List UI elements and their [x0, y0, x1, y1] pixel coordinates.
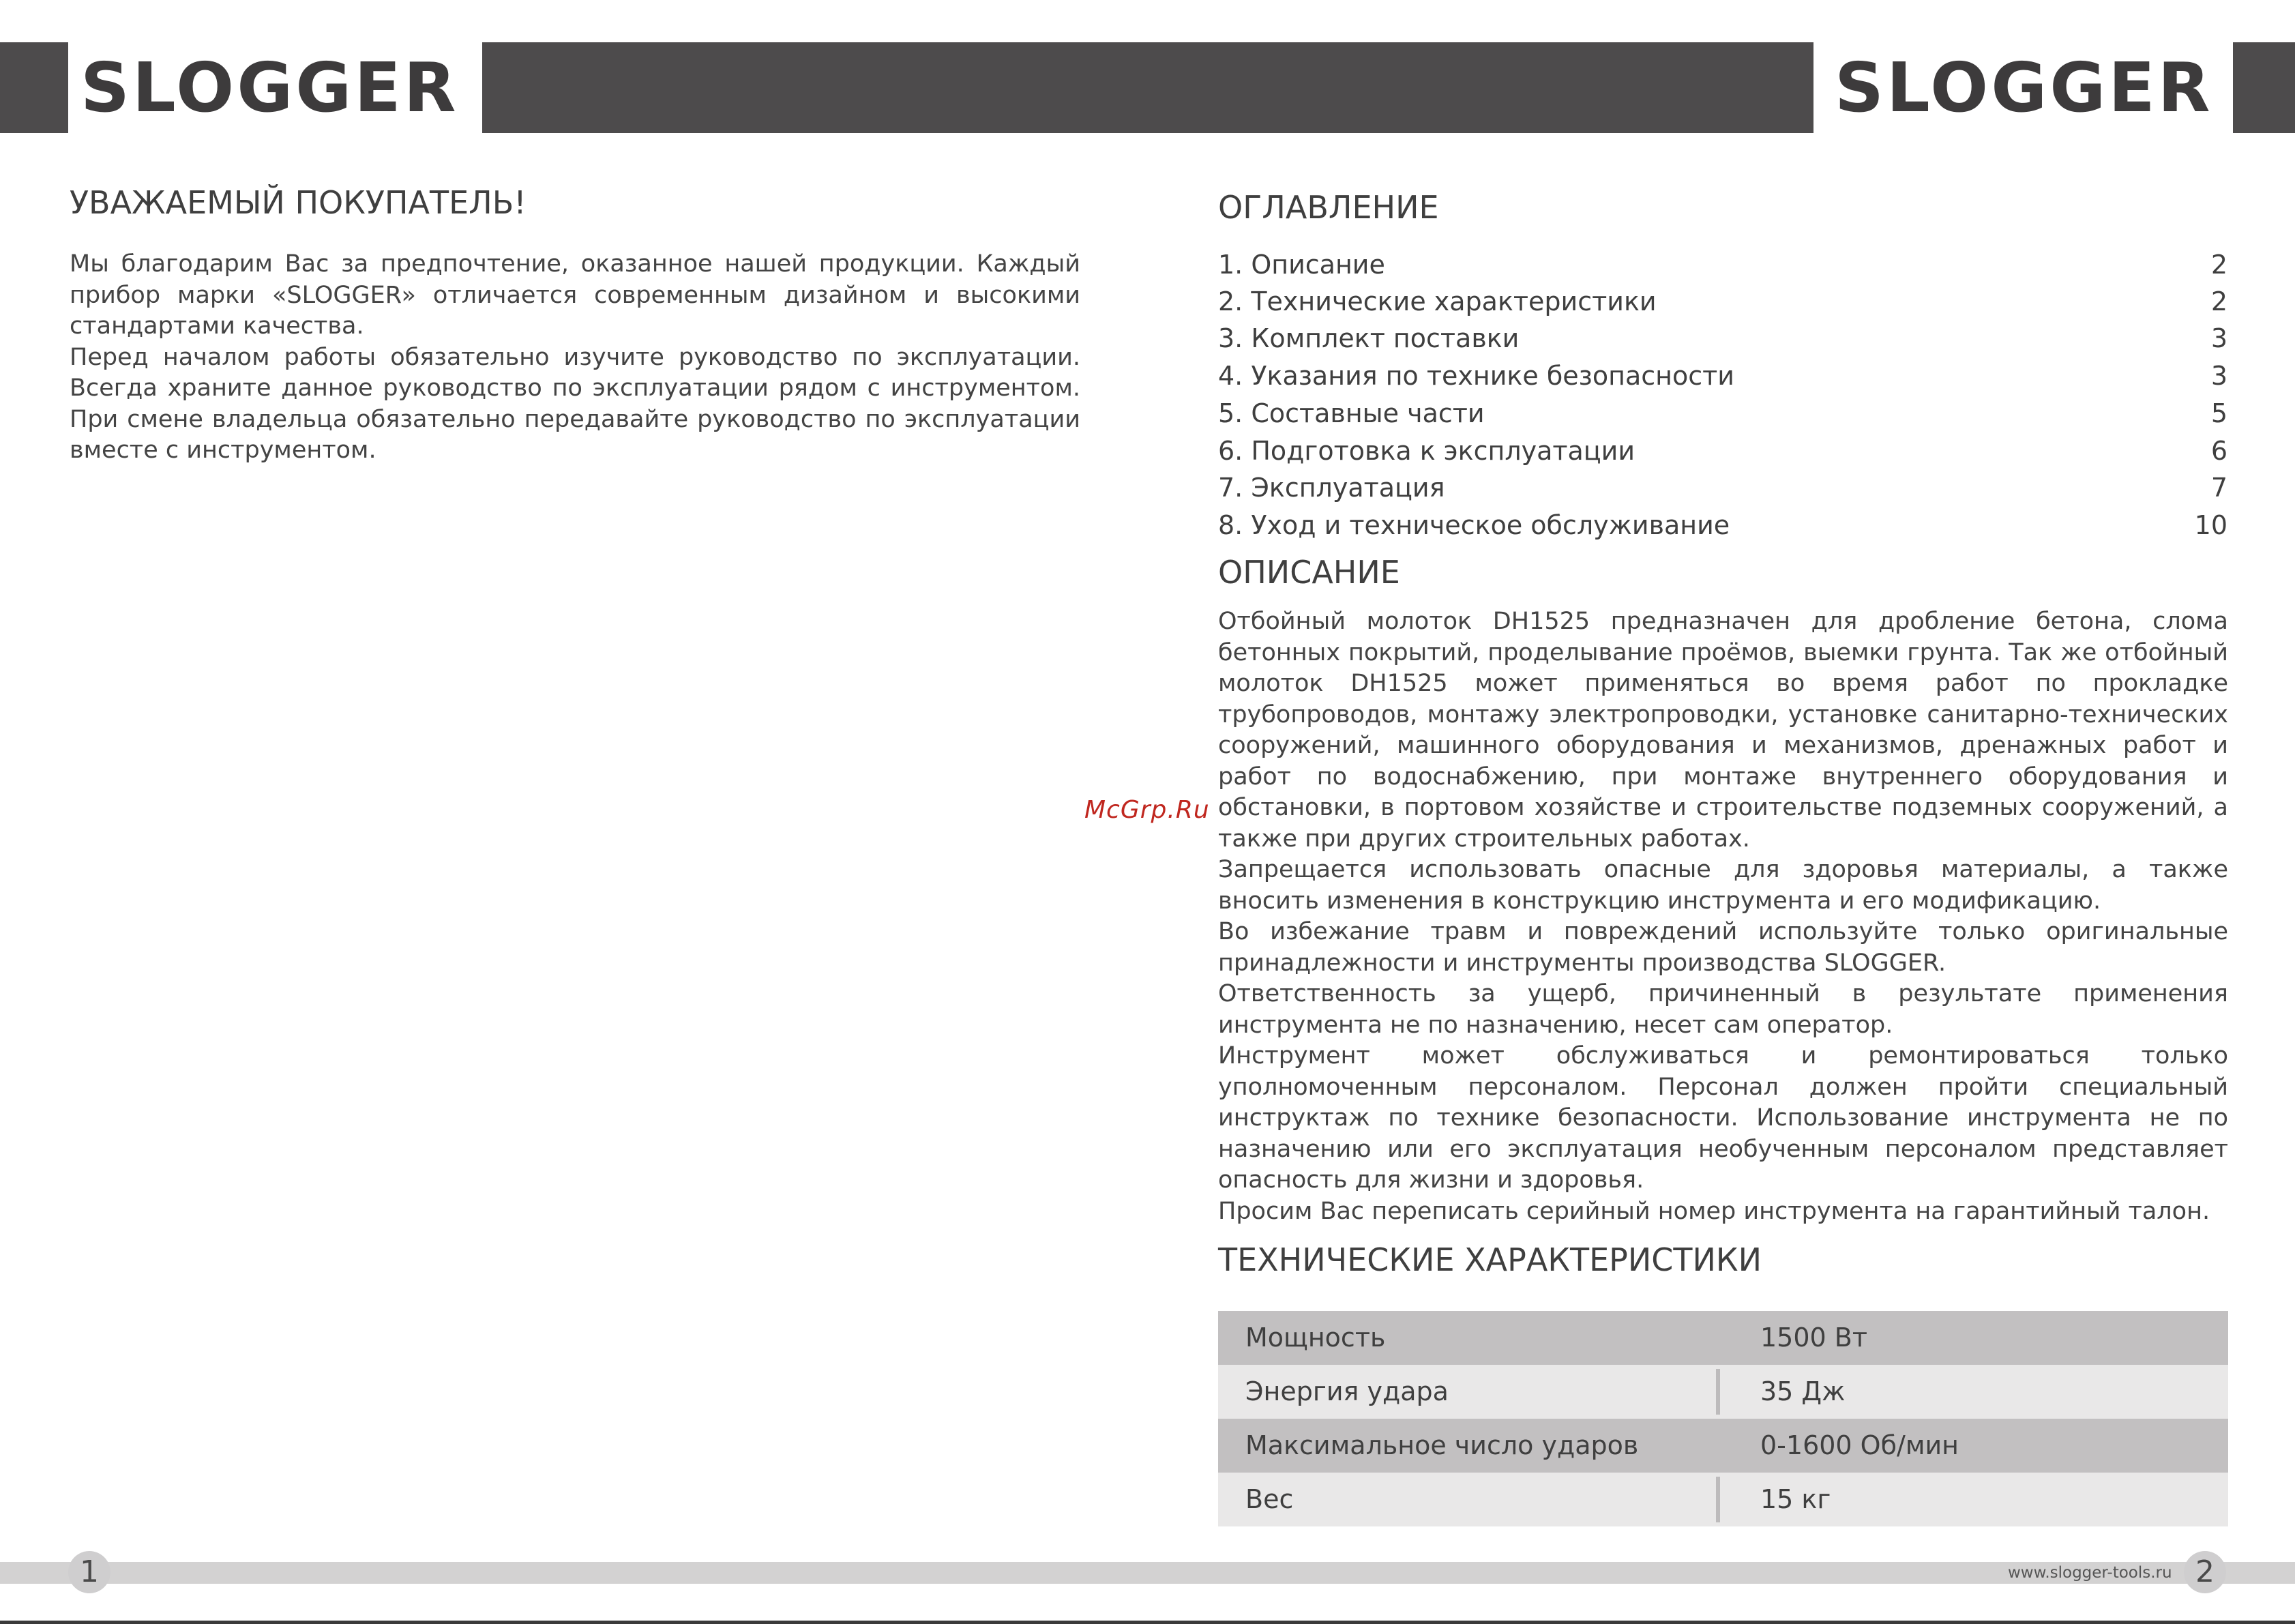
table-row: [1218, 1419, 2228, 1473]
greeting-title: УВАЖАЕМЫЙ ПОКУПАТЕЛЬ!: [70, 184, 527, 221]
header-bar-right-edge: [2233, 42, 2295, 133]
greeting-paragraph-1: Мы благодарим Вас за предпочтение, оказанное нашей продукции. Каждый прибор марки «SLOGGER» отличается современным дизайном и высокими стандартами качества.: [70, 250, 1080, 340]
toc-item-label: 4. Указания по технике безопасности: [1218, 361, 1734, 391]
page-number-left: 1: [68, 1551, 110, 1593]
table-row: [1218, 1311, 2228, 1365]
spec-value: 0-1600 Об/мин: [1760, 1430, 1959, 1460]
description-paragraph-5: Инструмент может обслуживаться и ремонтироваться только уполномоченным персоналом. Персонал должен пройти специальный инструктаж по технике безопасности. Использование инструмента не по назначению или его эксплуатация необученным персоналом представляет опасность для жизни и здоровья.: [1218, 1042, 2228, 1194]
watermark-text: McGrp.Ru: [1084, 796, 1210, 824]
brand-logo-left: SLOGGER: [80, 48, 459, 128]
toc-item-label: 5. Составные части: [1218, 398, 1485, 428]
table-row: [1218, 1473, 2228, 1526]
description-paragraph-6: Просим Вас переписать серийный номер инструмента на гарантийный талон.: [1218, 1197, 2210, 1225]
cell-divider: [1716, 1477, 1720, 1522]
spec-name: Энергия удара: [1245, 1376, 1449, 1406]
bottom-divider: [0, 1621, 2295, 1624]
toc-title: ОГЛАВЛЕНИЕ: [1218, 189, 1439, 226]
cell-divider: [1716, 1369, 1720, 1415]
toc-item-2[interactable]: [1218, 283, 2227, 320]
toc-item-6[interactable]: [1218, 432, 2227, 469]
specs-table: [1218, 1311, 2228, 1526]
toc-item-label: 7. Эксплуатация: [1218, 473, 1445, 503]
toc-item-8[interactable]: [1218, 507, 2227, 544]
description-title: ОПИСАНИЕ: [1218, 554, 1400, 591]
spec-name: Максимальное число ударов: [1245, 1430, 1639, 1460]
toc-item-page: 5: [2210, 398, 2227, 428]
spec-value: 15 кг: [1760, 1484, 1831, 1514]
greeting-text: [70, 249, 1080, 467]
toc-item-label: 2. Технические характеристики: [1218, 286, 1657, 316]
description-paragraph-1: Отбойный молоток DH1525 предназначен для дробление бетона, слома бетонных покрытий, проделывание проёмов, выемки грунта. Так же отбойный молоток DH1525 может применяться во время работ по прокладке трубопроводов, монтажу электропроводки, установке санитарно-технических сооружений, машинного оборудования и механизмов, дренажных работ и работ по водоснабжению, при монтаже внутреннего оборудования и обстановки, в портовом хозяйстве и строительстве подземных сооружений, а также при других строительных работах.: [1218, 608, 2228, 853]
toc-item-page: 10: [2194, 510, 2227, 540]
toc-item-label: 6. Подготовка к эксплуатации: [1218, 436, 1635, 466]
toc-item-label: 1. Описание: [1218, 250, 1385, 280]
page-number-right: 2: [2184, 1551, 2226, 1593]
toc-item-label: 8. Уход и техническое обслуживание: [1218, 510, 1730, 540]
description-paragraph-4: Ответственность за ущерб, причиненный в результате применения инструмента не по назначению, несет сам оператор.: [1218, 980, 2228, 1039]
toc-item-label: 3. Комплект поставки: [1218, 323, 1520, 353]
toc-item-7[interactable]: [1218, 469, 2227, 506]
toc-item-5[interactable]: [1218, 395, 2227, 432]
greeting-paragraph-2: Перед началом работы обязательно изучите руководство по эксплуатации. Всегда храните данное руководство по эксплуатации рядом с инструментом. При смене владельца обязательно передавайте руководство по эксплуатации вместе с инструментом.: [70, 343, 1080, 464]
toc-item-page: 2: [2210, 286, 2227, 316]
toc-item-3[interactable]: [1218, 320, 2227, 357]
header-bar-left-edge: [0, 42, 68, 133]
footer-bar: [0, 1562, 2295, 1584]
toc-item-4[interactable]: [1218, 357, 2227, 394]
specs-title: ТЕХНИЧЕСКИЕ ХАРАКТЕРИСТИКИ: [1218, 1241, 1762, 1278]
toc-item-page: 7: [2210, 473, 2227, 503]
description-paragraph-3: Во избежание травм и повреждений используйте только оригинальные принадлежности и инструменты производства SLOGGER.: [1218, 918, 2228, 977]
description-text: [1218, 606, 2228, 1227]
toc-item-page: 6: [2210, 436, 2227, 466]
spec-name: Вес: [1245, 1484, 1294, 1514]
toc-item-page: 3: [2210, 361, 2227, 391]
spec-value: 35 Дж: [1760, 1376, 1846, 1406]
toc-item-page: 3: [2210, 323, 2227, 353]
toc-item-1[interactable]: [1218, 246, 2227, 283]
spec-name: Мощность: [1245, 1323, 1386, 1353]
spec-value: 1500 Вт: [1760, 1323, 1867, 1353]
toc-item-page: 2: [2210, 250, 2227, 280]
header-bar-center: [482, 42, 1813, 133]
brand-logo-right: SLOGGER: [1835, 48, 2213, 128]
description-paragraph-2: Запрещается использовать опасные для здоровья материалы, а также вносить изменения в конструкцию инструмента и его модификацию.: [1218, 856, 2228, 915]
table-row: [1218, 1365, 2228, 1419]
website-link[interactable]: www.slogger-tools.ru: [2008, 1564, 2172, 1582]
